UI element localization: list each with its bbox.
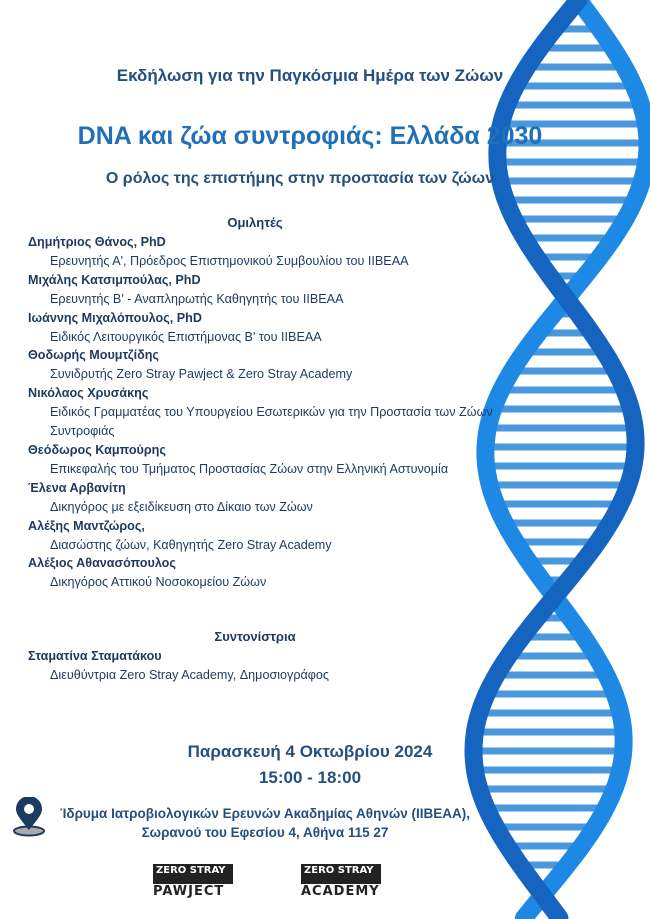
venue-street: Σωρανού του Εφεσίου 4, Αθήνα 115 27 [141, 825, 389, 840]
event-label: Εκδήλωση για την Παγκόσμια Ημέρα των Ζώων [116, 66, 504, 85]
moderator-role: Διευθύντρια Zero Stray Academy, Δημοσιογράφος [50, 667, 329, 682]
subtitle: Ο ρόλος της επιστήμης στην προστασία των ζώων [105, 170, 495, 187]
speaker-role: Συνιδρυτής Zero Stray Pawject & Zero Stray Academy [50, 367, 353, 382]
speaker-name: Νικόλαος Χρυσάκης [28, 386, 149, 401]
logo-bottom: ACADEMY [301, 884, 380, 899]
speaker-name: Θεόδωρος Καμπούρης [28, 442, 166, 457]
event-time: 15:00 - 18:00 [258, 768, 362, 787]
logo-top: ZERO STRAY [301, 864, 381, 884]
zero-stray-pawject-logo [153, 864, 241, 906]
venue-name: Ίδρυμα Ιατροβιολογικών Ερευνών Ακαδημίας Αθηνών (ΙΙΒΕΑΑ), [60, 806, 470, 821]
speaker-name: Ιωάννης Μιχαλόπουλος, PhD [28, 310, 202, 325]
page-title: DNA και ζώα συντροφιάς: Ελλάδα 2030 [77, 122, 543, 150]
speaker-name: Δημήτριος Θάνος, PhD [28, 235, 166, 249]
speakers-list [28, 233, 548, 592]
speaker-role: Ειδικός Λειτουργικός Επιστήμονας Β' του ΙΙΒΕΑΑ [50, 329, 322, 344]
moderator [28, 647, 548, 685]
moderator-name: Σταματίνα Σταματάκου [28, 649, 162, 663]
speaker-name: Θοδωρής Μουμτζίδης [28, 348, 159, 363]
speakers-heading: Ομιλητές [227, 215, 283, 230]
speaker-role: Ειδικός Γραμματέας του Υπουργείου Εσωτερικών για την Προστασία των Ζώων Συντροφιάς [50, 405, 493, 439]
venue-address [50, 804, 480, 842]
speaker-name: Αλέξιος Αθανασόπουλος [28, 556, 176, 571]
speaker-role: Δικηγόρος με εξειδίκευση στο Δίκαιο των Ζώων [50, 499, 313, 514]
zero-stray-academy-logo [301, 864, 389, 906]
speaker-name: Αλέξης Μαντζώρος, [28, 518, 145, 533]
moderator-heading: Συντονίστρια [214, 629, 296, 644]
speaker-name: Μιχάλης Κατσιμπούλας, PhD [28, 272, 201, 287]
speaker-role: Δικηγόρος Αττικού Νοσοκομείου Ζώων [50, 575, 267, 590]
speaker-role: Ερευνητής Α', Πρόεδρος Επιστημονικού Συμβουλίου του ΙΙΒΕΑΑ [50, 253, 409, 268]
location-pin-icon [12, 797, 46, 837]
logo-top: ZERO STRAY [153, 864, 233, 884]
speaker-name: Έλενα Αρβανίτη [28, 480, 126, 495]
speaker-role: Διασώστης ζώων, Καθηγητής Zero Stray Academy [50, 537, 332, 552]
speaker-role: Ερευνητής Β' - Αναπληρωτής Καθηγητής του ΙΙΒΕΑΑ [50, 291, 344, 306]
event-date: Παρασκευή 4 Οκτωβρίου 2024 [187, 742, 433, 761]
speaker-role: Επικεφαλής του Τμήματος Προστασίας Ζώων στην Ελληνική Αστυνομία [50, 461, 449, 476]
logo-bottom: PAWJECT [153, 884, 225, 899]
